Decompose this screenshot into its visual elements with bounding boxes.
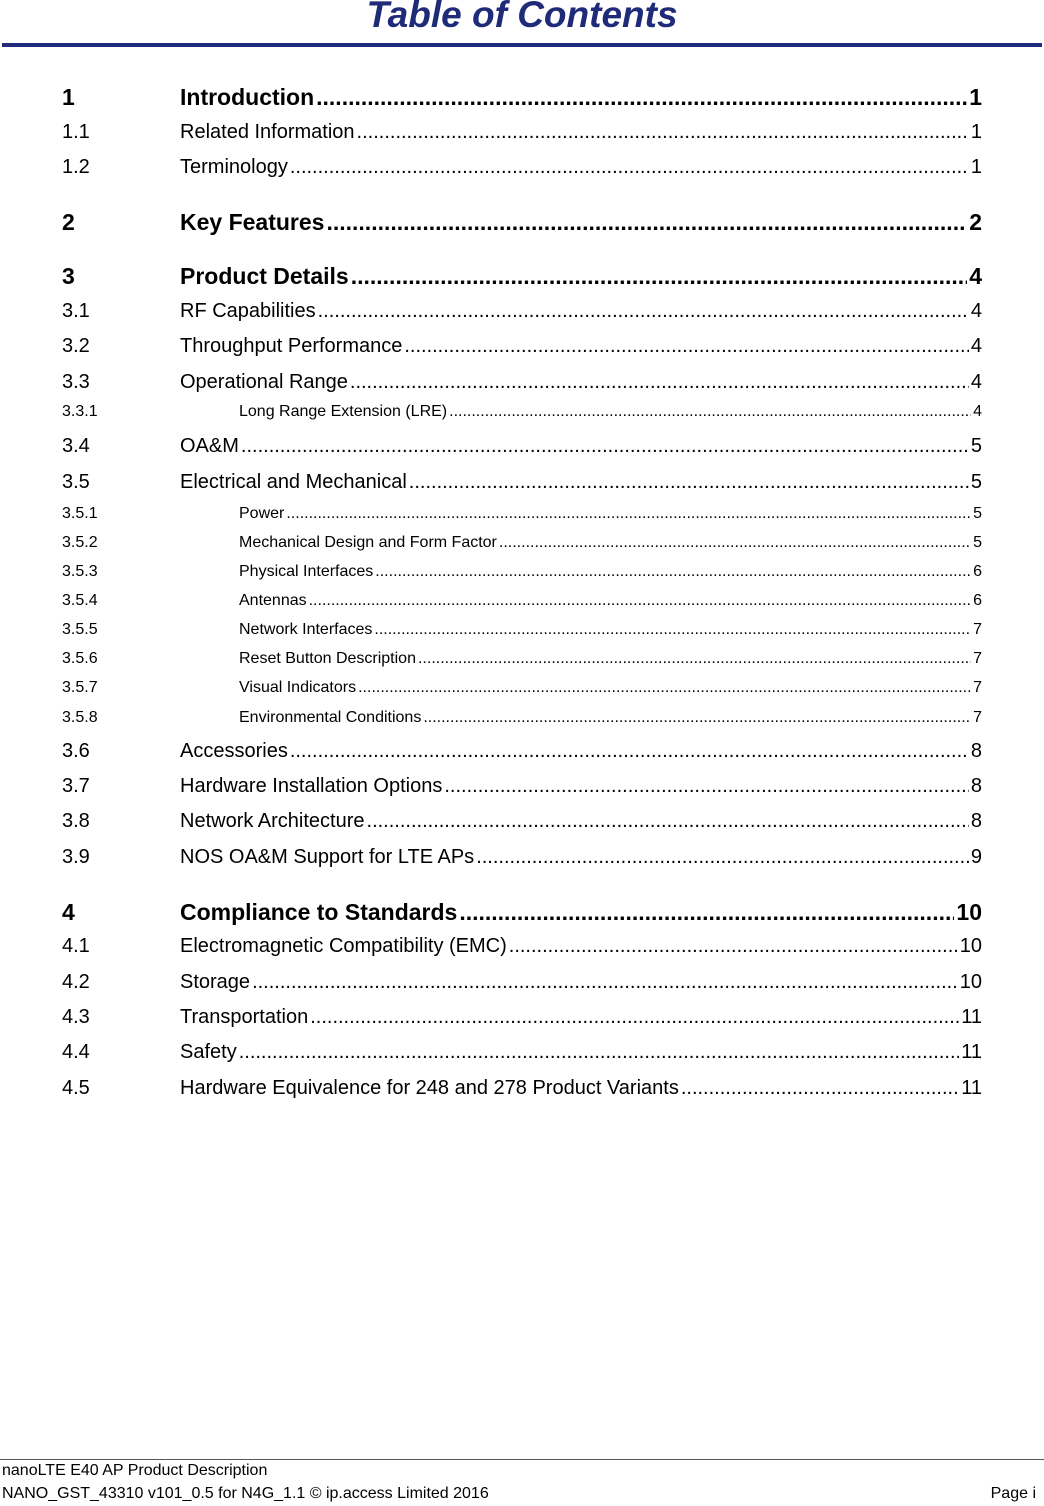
toc-dot-leader xyxy=(449,403,971,421)
toc-dot-leader xyxy=(681,1077,959,1100)
toc-dot-leader xyxy=(418,650,971,668)
toc-entry-number: 3.5.8 xyxy=(62,709,98,726)
toc-entry-page: 5 xyxy=(973,534,982,551)
toc-entry-number: 4.4 xyxy=(62,1041,90,1063)
toc-entry-label: Key Features xyxy=(180,209,325,235)
toc-entry-number: 4.2 xyxy=(62,971,90,993)
toc-entry-number: 3.8 xyxy=(62,810,90,832)
toc-entry-label: Visual Indicators xyxy=(239,679,357,696)
toc-entry-label: Accessories xyxy=(180,740,288,762)
toc-entry-page: 1 xyxy=(970,121,982,143)
toc-entry-label: RF Capabilities xyxy=(180,300,316,322)
toc-entry-page: 10 xyxy=(956,899,982,925)
toc-dot-leader xyxy=(357,121,969,144)
toc-entry-number: 4.3 xyxy=(62,1006,90,1028)
toc-dot-leader xyxy=(252,971,958,994)
toc-entry-page: 10 xyxy=(959,935,982,957)
toc-dot-leader xyxy=(350,371,969,394)
toc-entry-label: Transportation xyxy=(180,1006,309,1028)
toc-entry-page: 7 xyxy=(973,709,982,726)
toc-dot-leader xyxy=(444,775,969,798)
toc-dot-leader xyxy=(404,335,969,358)
toc-dot-leader xyxy=(309,592,971,610)
toc-entry-number: 3.3 xyxy=(62,371,90,393)
toc-entry-page: 2 xyxy=(969,209,982,235)
toc-entry-label: Electrical and Mechanical xyxy=(180,471,407,493)
toc-entry-number: 3 xyxy=(62,263,75,289)
toc-dot-leader xyxy=(326,209,967,236)
toc-entry-label: OA&M xyxy=(180,435,239,457)
toc-entry-page: 4 xyxy=(973,403,982,420)
toc-dot-leader xyxy=(318,300,969,323)
toc-entry-page: 10 xyxy=(959,971,982,993)
toc-entry-label: Safety xyxy=(180,1041,237,1063)
toc-entry-page: 6 xyxy=(973,592,982,609)
toc-entry-page: 6 xyxy=(973,563,982,580)
toc-entry-label: Mechanical Design and Form Factor xyxy=(239,534,497,551)
toc-dot-leader xyxy=(310,1006,959,1029)
toc-entry-number: 1.1 xyxy=(62,121,90,143)
toc-entry-label: Reset Button Description xyxy=(239,650,416,667)
page-title: Table of Contents xyxy=(366,0,678,35)
toc-entry-label: Power xyxy=(239,505,285,522)
toc-entry-number: 3.3.1 xyxy=(62,403,98,420)
toc-entry-page: 11 xyxy=(961,1041,982,1063)
toc-dot-leader xyxy=(509,935,958,958)
toc-entry-page: 8 xyxy=(970,775,982,797)
toc-entry-page: 5 xyxy=(970,435,982,457)
toc-entry-number: 4.5 xyxy=(62,1077,90,1099)
toc-entry-label: Storage xyxy=(180,971,251,993)
toc-dot-leader xyxy=(358,679,971,697)
toc-dot-leader xyxy=(316,84,967,111)
toc-dot-leader xyxy=(476,846,969,869)
footer-page-number: Page i xyxy=(990,1485,1036,1502)
footer-document-title: nanoLTE E40 AP Product Description xyxy=(2,1462,268,1479)
toc-entry-number: 3.5.2 xyxy=(62,534,98,551)
toc-entry-page: 9 xyxy=(970,846,982,868)
toc-dot-leader xyxy=(375,563,971,581)
toc-entry-number: 2 xyxy=(62,209,75,235)
toc-entry-label: Compliance to Standards xyxy=(180,899,458,925)
toc-dot-leader xyxy=(459,899,954,926)
toc-entry-label: Throughput Performance xyxy=(180,335,403,357)
toc-entry-page: 7 xyxy=(973,679,982,696)
toc-entry-label: Long Range Extension (LRE) xyxy=(239,403,448,420)
toc-entry-number: 1.2 xyxy=(62,156,90,178)
toc-dot-leader xyxy=(239,1041,960,1064)
toc-entry-page: 5 xyxy=(973,505,982,522)
toc-dot-leader xyxy=(290,156,969,179)
toc-entry-number: 4 xyxy=(62,899,75,925)
toc-entry-number: 3.7 xyxy=(62,775,90,797)
toc-dot-leader xyxy=(499,534,971,552)
toc-dot-leader xyxy=(286,505,971,523)
toc-entry-number: 3.2 xyxy=(62,335,90,357)
toc-entry-page: 4 xyxy=(970,335,982,357)
toc-entry-number: 3.5.7 xyxy=(62,679,98,696)
toc-entry-number: 3.5 xyxy=(62,471,90,493)
toc-entry-label: Electromagnetic Compatibility (EMC) xyxy=(180,935,507,957)
toc-entry-number: 3.5.3 xyxy=(62,563,98,580)
toc-dot-leader xyxy=(423,709,971,727)
toc-entry-label: Product Details xyxy=(180,263,349,289)
toc-entry-page: 11 xyxy=(961,1077,982,1099)
toc-entry-label: Physical Interfaces xyxy=(239,563,374,580)
toc-entry-page: 7 xyxy=(973,650,982,667)
toc-entry-number: 3.5.1 xyxy=(62,505,98,522)
toc-entry-page: 4 xyxy=(970,300,982,322)
toc-entry-page: 1 xyxy=(970,156,982,178)
toc-entry-number: 3.6 xyxy=(62,740,90,762)
toc-entry-label: NOS OA&M Support for LTE APs xyxy=(180,846,475,868)
toc-entry-number: 3.9 xyxy=(62,846,90,868)
toc-entry-label: Related Information xyxy=(180,121,355,143)
toc-entry-label: Environmental Conditions xyxy=(239,709,422,726)
toc-entry-page: 7 xyxy=(973,621,982,638)
toc-dot-leader xyxy=(290,740,969,763)
toc-entry-number: 4.1 xyxy=(62,935,90,957)
footer-document-id: NANO_GST_43310 v101_0.5 for N4G_1.1 © ip.access Limited 2016 xyxy=(2,1485,489,1502)
toc-entry-label: Introduction xyxy=(180,84,315,110)
toc-entry-label: Operational Range xyxy=(180,371,348,393)
title-rule xyxy=(2,43,1042,47)
toc-entry-page: 5 xyxy=(970,471,982,493)
toc-entry-label: Hardware Installation Options xyxy=(180,775,443,797)
footer-rule xyxy=(0,1459,1044,1460)
toc-entry-label: Antennas xyxy=(239,592,307,609)
toc-entry-label: Terminology xyxy=(180,156,288,178)
toc-entry-number: 3.1 xyxy=(62,300,90,322)
toc-entry-page: 8 xyxy=(970,740,982,762)
toc-entry-page: 1 xyxy=(969,84,982,110)
toc-entry-page: 8 xyxy=(970,810,982,832)
toc-entry-label: Network Architecture xyxy=(180,810,365,832)
toc-entry-label: Network Interfaces xyxy=(239,621,373,638)
toc-entry-page: 4 xyxy=(969,263,982,289)
toc-dot-leader xyxy=(374,621,971,639)
toc-entry-page: 11 xyxy=(961,1006,982,1028)
toc-dot-leader xyxy=(241,435,969,458)
toc-entry-number: 1 xyxy=(62,84,75,110)
toc-entry-label: Hardware Equivalence for 248 and 278 Product Variants xyxy=(180,1077,679,1099)
toc-entry-number: 3.5.6 xyxy=(62,650,98,667)
toc-dot-leader xyxy=(409,471,969,494)
toc-entry-number: 3.5.4 xyxy=(62,592,98,609)
toc-entry-page: 4 xyxy=(970,371,982,393)
toc-entry-number: 3.5.5 xyxy=(62,621,98,638)
toc-dot-leader xyxy=(367,810,969,833)
toc-dot-leader xyxy=(351,263,967,290)
toc-entry-number: 3.4 xyxy=(62,435,90,457)
